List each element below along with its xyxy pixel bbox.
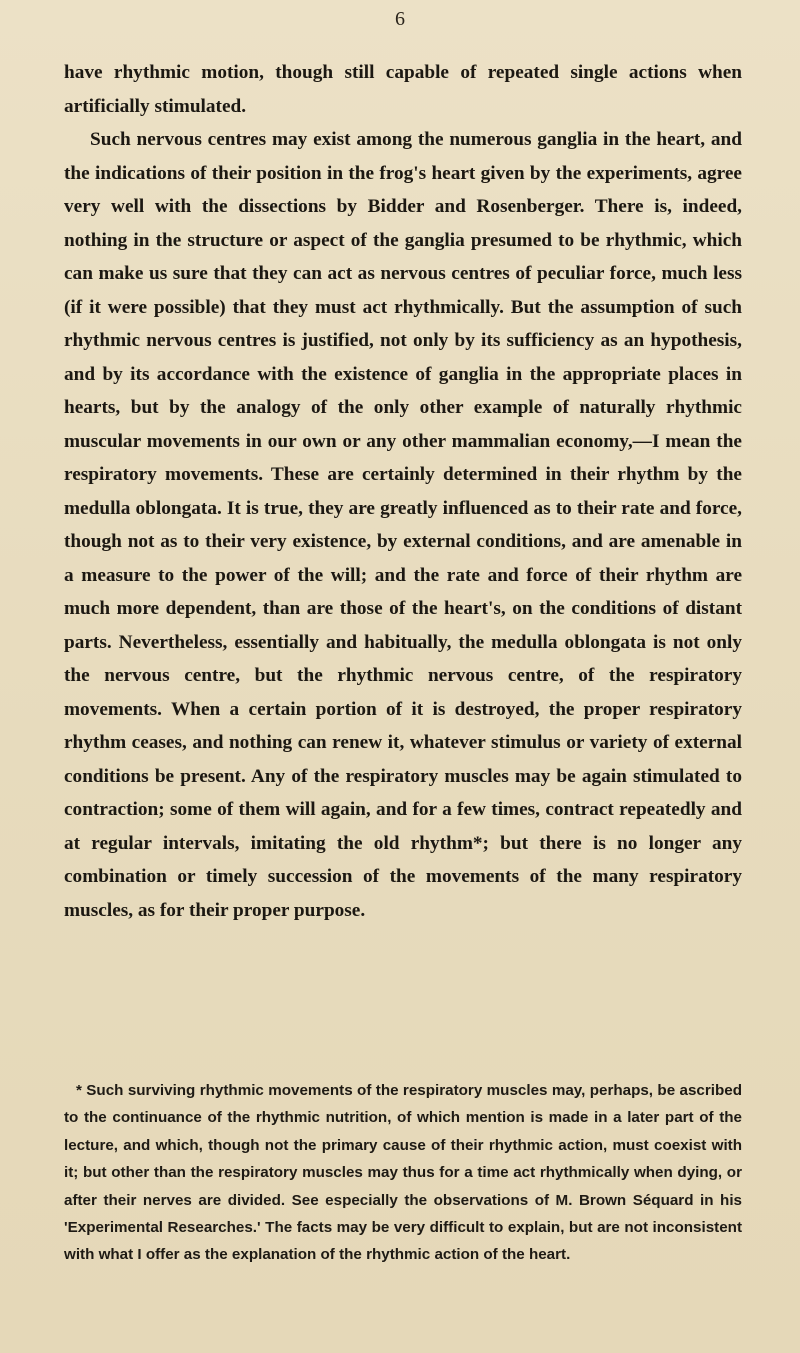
footnote: * Such surviving rhythmic movements of the respiratory muscles may, perhaps, be ascribed to the continuance of the rhythmic nutrition, of which mention is made in a later part of the lecture, and which, though not the primary cause of their rhythmic action, must coexist with it; but other than the respiratory muscles may thus for a time act rhythmically when dying, or after their nerves are divided. See especially the observations of M. Brown Séquard in his 'Experimental Researches.' The facts may be very difficult to explain, but are not inconsistent with what I offer as the explanation of the rhythmic action of the heart. xyxy=(64,1082,742,1264)
main-text xyxy=(64,56,742,927)
paragraph-continuation: have rhythmic motion, though still capable of repeated single actions when artificially stimulated. xyxy=(64,62,742,117)
page-number: 6 xyxy=(395,8,405,30)
paragraph-nervous-centres: Such nervous centres may exist among the numerous ganglia in the heart, and the indications of their position in the frog's heart given by the experiments, agree very well with the dissections by Bidder and Rosenberger. There is, indeed, nothing in the structure or aspect of the ganglia presumed to be rhythmic, which can make us sure that they can act as nervous centres of peculiar force, much less (if it were possible) that they must act rhythmically. But the assumption of such rhythmic nervous centres is justified, not only by its sufficiency as an hypothesis, and by its accordance with the existence of ganglia in the appropriate places in hearts, but by the analogy of the only other example of naturally rhythmic muscular movements in our own or any other mammalian economy,—I mean the respiratory movements. These are certainly determined in their rhythm by the medulla oblongata. It is true, they are greatly influenced as to their rate and force, though not as to their very existence, by external conditions, and are amenable in a measure to the power of the will; and the rate and force of their rhythm are much more dependent, than are those of the heart's, on the conditions of distant parts. Nevertheless, essentially and habitually, the medulla oblongata is not only the nervous centre, but the rhythmic nervous centre, of the respiratory movements. When a certain portion of it is destroyed, the proper respiratory rhythm ceases, and nothing can renew it, whatever stimulus or variety of external conditions be present. Any of the respiratory muscles may be again stimulated to contraction; some of them will again, and for a few times, contract repeatedly and at regular intervals, imitating the old rhythm*; but there is no longer any combination or timely succession of the movements of the many respiratory muscles, as for their proper purpose. xyxy=(64,129,742,921)
